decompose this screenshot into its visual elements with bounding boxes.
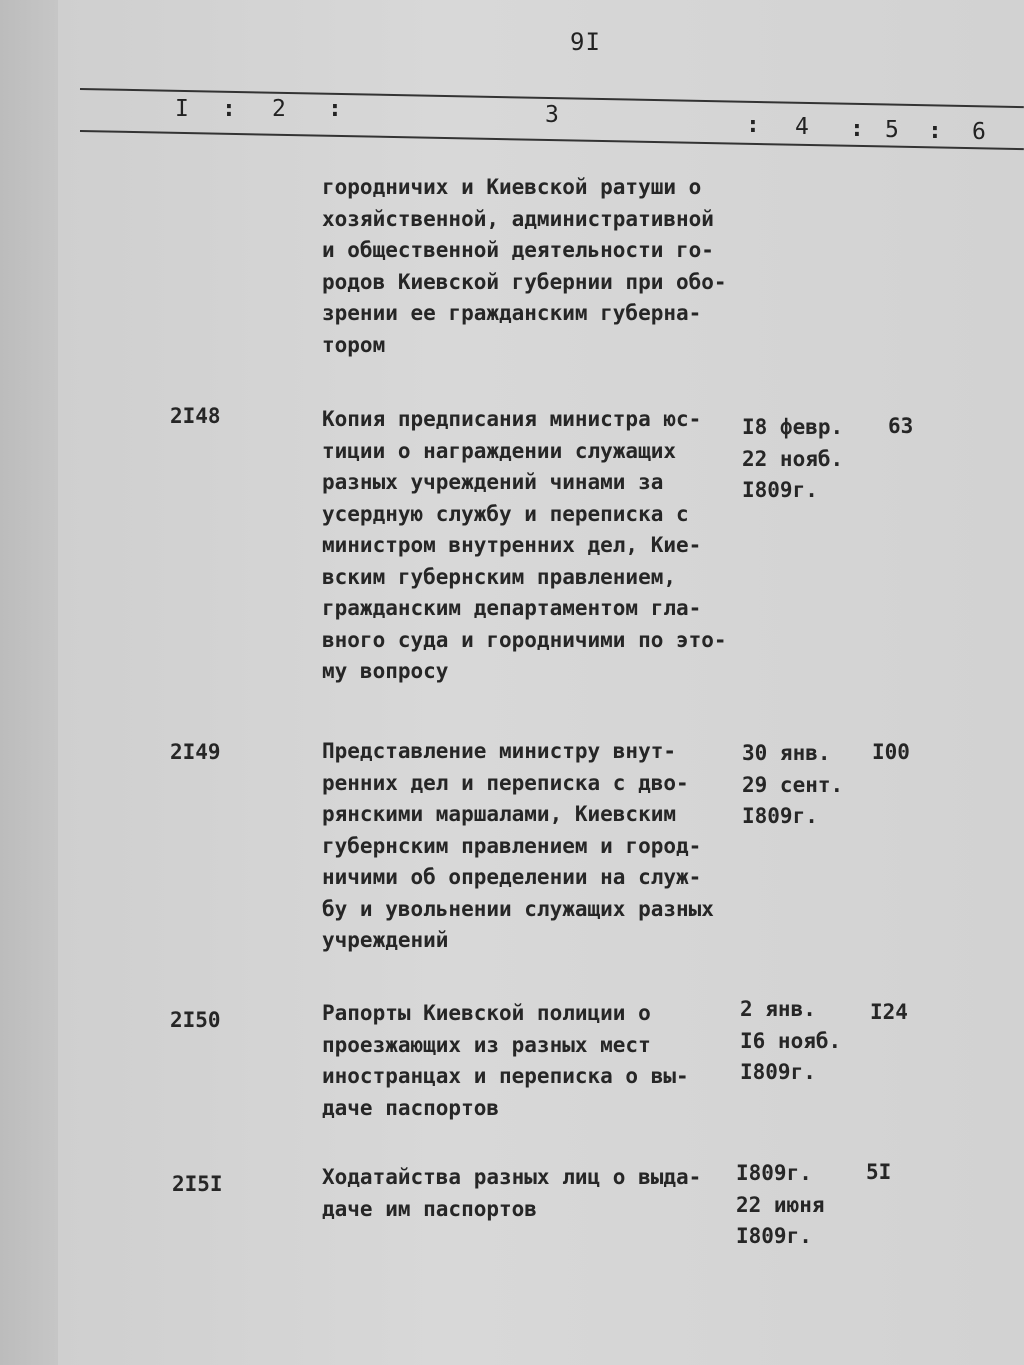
description-line: родов Киевской губернии при обо- [322, 269, 727, 294]
entry-description [322, 172, 762, 361]
date-line: I809г. [736, 1224, 812, 1248]
page-number: 9I [570, 28, 601, 56]
entry-number: 2I5I [172, 1172, 223, 1196]
date-line: I8 февр. [742, 415, 844, 439]
entry-description [322, 998, 762, 1124]
description-line: министром внутренних дел, Кие- [322, 533, 702, 557]
description-line: проезжающих из разных мест [322, 1032, 651, 1057]
description-line: рянскими маршалами, Киевским [322, 802, 677, 826]
description-line: ренних дел и переписка с дво- [322, 770, 689, 795]
description-line: учреждений [322, 928, 449, 952]
description-line: хозяйственной, административной [322, 206, 714, 231]
date-line: 2 янв. [740, 997, 816, 1021]
date-line: 22 июня [736, 1192, 825, 1217]
column-header-3: 3 [545, 102, 559, 128]
date-line: 30 янв. [742, 741, 831, 765]
description-line: вским губернским правлением, [322, 564, 677, 589]
date-line: 22 нояб. [742, 446, 844, 471]
column-separator: : [928, 118, 942, 144]
description-line: Ходатайства разных лиц о выда- [322, 1165, 702, 1189]
column-header-6: 6 [972, 119, 986, 145]
date-line: I809г. [742, 478, 818, 502]
column-header-1: I [175, 96, 189, 122]
sheet-count: I24 [870, 1000, 908, 1024]
column-separator: : [222, 96, 236, 122]
description-line: губернским правлением и город- [322, 833, 702, 858]
date-line: I809г. [736, 1161, 812, 1185]
description-line: тиции о награждении служащих [322, 438, 677, 463]
column-separator: : [850, 116, 864, 142]
entry-number: 2I50 [170, 1008, 221, 1032]
description-line: Представление министру внут- [322, 739, 677, 763]
description-line: иностранцах и переписка о вы- [322, 1064, 689, 1088]
entry-dates [736, 1158, 866, 1253]
column-separator: : [746, 112, 760, 138]
description-line: и общественной деятельности го- [322, 238, 714, 262]
date-line: 29 сент. [742, 772, 844, 797]
description-line: разных учреждений чинами за [322, 470, 664, 494]
description-line: тором [322, 332, 386, 357]
date-line: I6 нояб. [740, 1028, 842, 1053]
sheet-count: 63 [888, 414, 914, 438]
description-line: бу и увольнении служащих разных [322, 896, 714, 921]
description-line: усердную службу и переписка с [322, 501, 689, 526]
entry-number: 2I49 [170, 740, 221, 764]
description-line: городничих и Киевской ратуши о [322, 175, 702, 199]
description-line: му вопросу [322, 659, 449, 683]
description-line: Рапорты Киевской полиции о [322, 1001, 651, 1025]
description-line: гражданским департаментом гла- [322, 596, 702, 620]
date-line: I809г. [742, 804, 818, 828]
column-header-2: 2 [272, 96, 286, 122]
entry-description [322, 404, 762, 688]
column-separator: : [328, 96, 342, 122]
description-line: зрении ее гражданским губерна- [322, 301, 702, 325]
sheet-count: 5I [866, 1160, 892, 1184]
description-line: даче паспортов [322, 1095, 500, 1120]
entry-dates [740, 994, 870, 1089]
sheet-count: I00 [872, 740, 910, 764]
description-line: ничими об определении на служ- [322, 865, 702, 889]
entry-description [322, 736, 762, 957]
date-line: I809г. [740, 1060, 816, 1084]
entry-dates [742, 738, 872, 833]
entry-number: 2I48 [170, 404, 221, 428]
adjacent-page-edge [0, 0, 59, 1365]
entry-dates [742, 412, 872, 507]
column-header-4: 4 [795, 114, 809, 140]
description-line: вного суда и городничими по это- [322, 627, 727, 652]
description-line: даче им паспортов [322, 1196, 537, 1221]
entry-description [322, 1162, 762, 1225]
description-line: Копия предписания министра юс- [322, 407, 702, 431]
column-header-5: 5 [885, 117, 899, 143]
